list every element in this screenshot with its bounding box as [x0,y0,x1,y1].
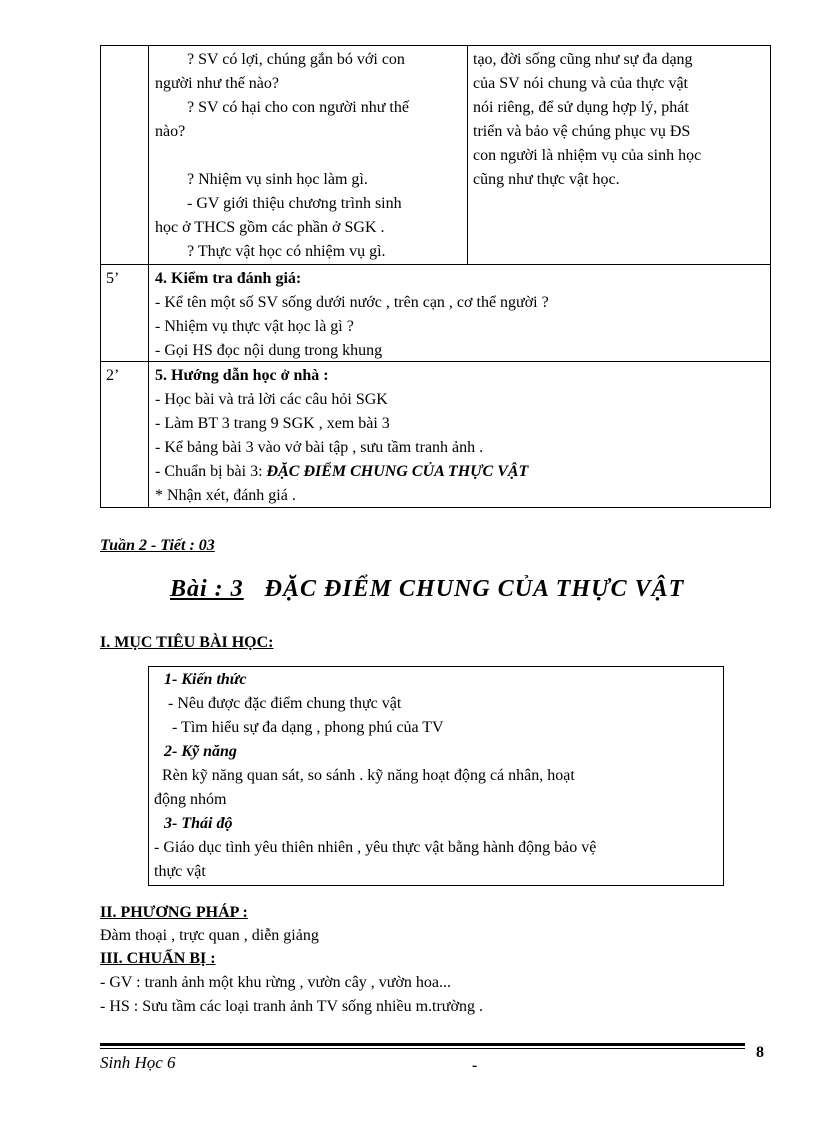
text-line: ? Nhiệm vụ sinh học làm gì. [187,171,368,188]
text-line: người như thế nào? [155,75,279,92]
text-line: thực vật [154,863,206,880]
homework-cell [149,362,771,508]
text-line: Rèn kỹ năng quan sát, so sánh . kỹ năng hoạt động cá nhân, hoạt [162,767,575,784]
lesson-table [100,45,771,508]
text-line: - Nêu được đặc điểm chung thực vật [168,695,402,712]
text-line: * Nhận xét, đánh giá . [155,487,296,504]
text-line: tạo, đời sống cũng như sự đa dạng [473,51,693,68]
text-line: - Kể bảng bài 3 vào vở bài tập , sưu tầm tranh ảnh . [155,439,484,456]
lesson-name: ĐẶC ĐIỂM CHUNG CỦA THỰC VẬT [264,576,685,602]
content-cell [468,46,771,265]
text-line: Đàm thoại , trực quan , diễn giảng [100,927,319,944]
assessment-cell [149,265,771,362]
text-line: - GV : tranh ảnh một khu rừng , vườn cây , vườn hoa... [100,974,452,991]
text-line: nói riêng, để sử dụng hợp lý, phát [473,99,689,116]
table-row [101,265,771,362]
section-heading: II. PHƯƠNG PHÁP : [100,904,248,921]
text-line: ? SV có lợi, chúng gắn bó với con [187,51,405,68]
lesson-number: Bài : 3 [170,576,244,602]
text-line: nào? [155,123,186,140]
section-heading: 5. Hướng dẫn học ở nhà : [155,367,329,384]
text-line: - Học bài và trả lời các câu hỏi SGK [155,391,388,408]
subheading: 3- Thái độ [164,815,233,832]
section-heading: 4. Kiểm tra đánh giá: [155,270,302,287]
footer-rule [100,1043,745,1046]
subheading: 1- Kiến thức [164,671,247,688]
text-line: cũng như thực vật học. [473,171,620,188]
footer-subject: Sinh Học 6 [100,1053,176,1072]
text-line: - GV giới thiệu chương trình sinh [187,195,402,212]
time-cell [101,362,149,508]
text-line: con người là nhiệm vụ của sinh học [473,147,702,164]
text-line: - HS : Sưu tầm các loại tranh ảnh TV sống nhiều m.trường . [100,998,483,1015]
table-row [101,362,771,508]
prep-label: - Chuẩn bị bài 3: [155,463,267,480]
table-row [101,46,771,265]
text-line: - Giáo dục tình yêu thiên nhiên , yêu thực vật bằng hành động bảo vệ [154,839,597,856]
text-line: - Gọi HS đọc nội dung trong khung [155,342,383,359]
section-heading: I. MỤC TIÊU BÀI HỌC: [100,634,274,651]
week-label: Tuần 2 - Tiết : 03 [100,537,215,554]
section-heading: III. CHUẨN BỊ : [100,950,216,967]
text-line: học ở THCS gồm các phần ở SGK . [155,219,385,236]
text-line: - Nhiệm vụ thực vật học là gì ? [155,318,354,335]
text-line: - Tìm hiểu sự đa dạng , phong phú của TV [172,719,444,736]
footer-rule [100,1048,745,1049]
text-line: ? Thực vật học có nhiệm vụ gì. [187,243,386,260]
text-line: - Làm BT 3 trang 9 SGK , xem bài 3 [155,415,390,432]
time-cell [101,265,149,362]
time-cell [101,46,149,265]
text-line: ? SV có hại cho con người như thế [187,99,409,116]
time-label: 5’ [106,270,120,287]
objectives-box [148,666,724,886]
subheading: 2- Kỹ năng [164,743,237,760]
footer-dash: - [472,1057,478,1074]
text-line: của SV nói chung và của thực vật [473,75,688,92]
activity-cell [149,46,468,265]
text-line: động nhóm [154,791,227,808]
time-label: 2’ [106,367,120,384]
page-number: 8 [756,1044,764,1061]
text-line: triển và bảo vệ chúng phục vụ ĐS [473,123,691,140]
text-line: - Kể tên một số SV sống dưới nước , trên cạn , cơ thể người ? [155,294,549,311]
lesson-title [170,574,684,604]
text-line [155,462,528,482]
prep-title: ĐẶC ĐIỂM CHUNG CỦA THỰC VẬT [266,463,529,480]
